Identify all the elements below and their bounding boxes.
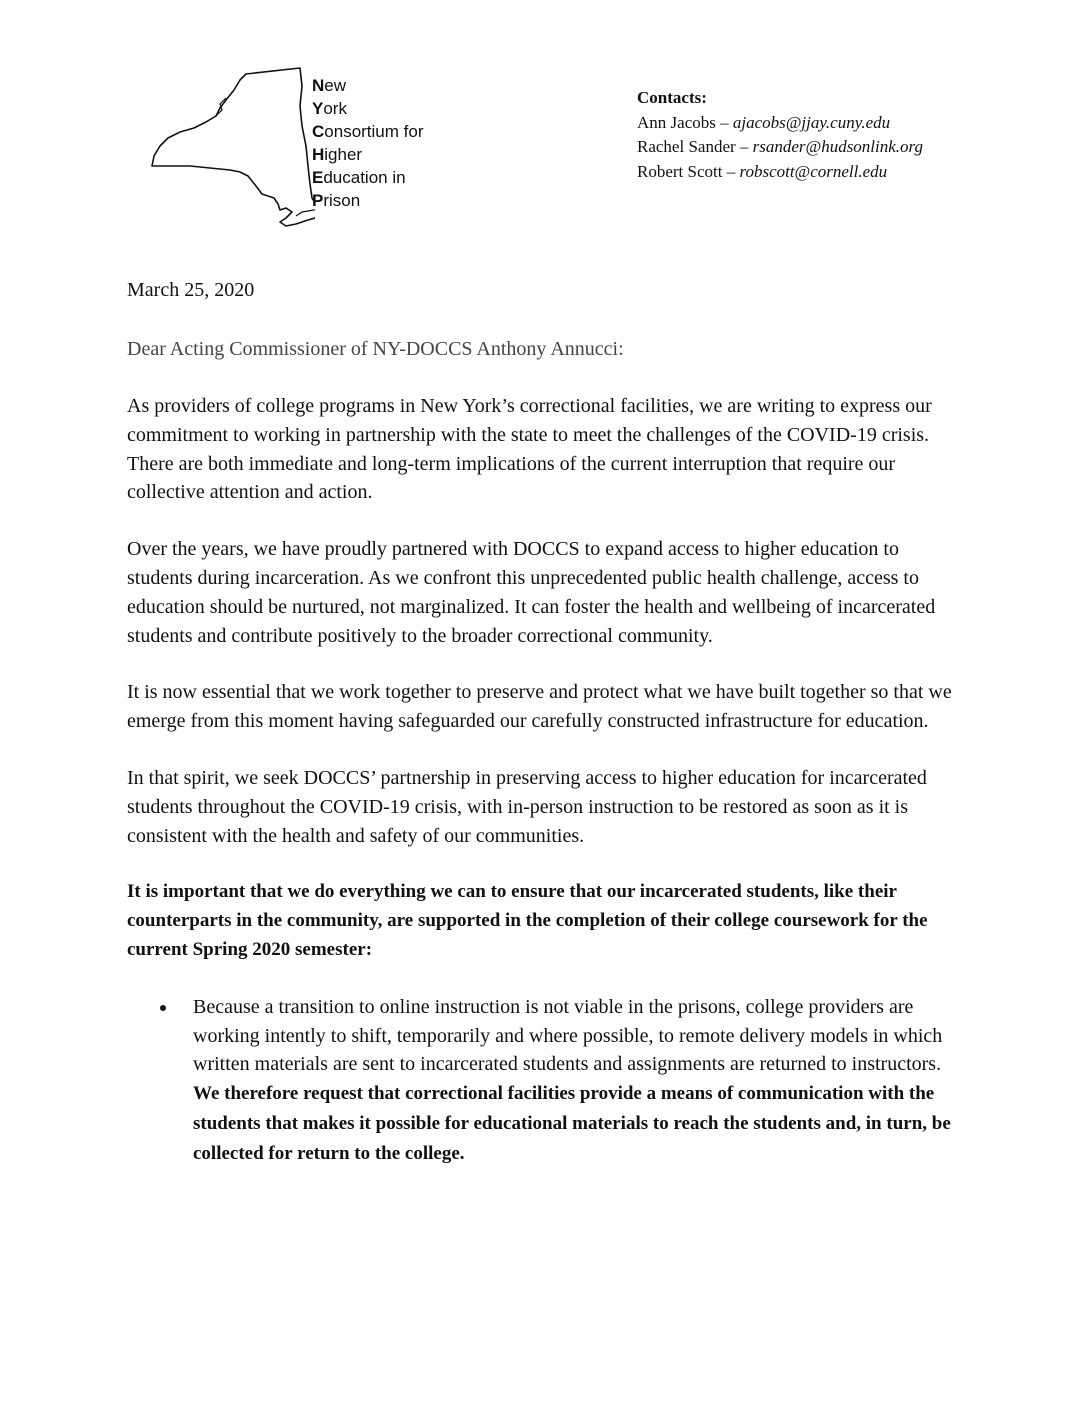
request-list [127, 993, 967, 1169]
new-york-state-outline-icon [150, 66, 315, 231]
logo-line: Consortium for [312, 122, 424, 141]
contact-name: Rachel Sander – [637, 137, 753, 156]
logo-line: York [312, 99, 347, 118]
consortium-name [312, 74, 423, 212]
letter-date: March 25, 2020 [127, 279, 255, 301]
contact-email[interactable]: rsander@hudsonlink.org [752, 137, 924, 156]
contact-email[interactable]: ajacobs@jjay.cuny.edu [732, 112, 891, 132]
contact-line [637, 135, 923, 160]
bullet-request-text: We therefore request that correctional facilities provide a means of communication with the students that makes it possible for educational materials to reach the students and, in turn, be collected for return to the college. [193, 1083, 951, 1164]
contact-line [637, 111, 923, 136]
contact-line [637, 160, 923, 185]
body-paragraph: In that spirit, we seek DOCCS’ partnership in preserving access to higher education for incarcerated students throughout the COVID-19 crisis, with in-person instruction to be restored as soon as it is consistent with the health and safety of our communities. [127, 766, 927, 847]
bullet-text: Because a transition to online instruction is not viable in the prisons, college providers are working intently to shift, temporarily and where possible, to remote delivery models in which written materials are sent to incarcerated students and assignments are returned to instructors. [193, 995, 943, 1076]
letter-salutation: Dear Acting Commissioner of NY-DOCCS Anthony Annucci: [127, 338, 624, 360]
consortium-logo [150, 66, 450, 231]
logo-line: Higher [312, 145, 363, 164]
contacts-title: Contacts: [637, 88, 707, 107]
contact-name: Ann Jacobs – [637, 112, 733, 132]
contact-name: Robert Scott – [637, 161, 740, 181]
list-item [127, 993, 967, 1169]
body-paragraph: As providers of college programs in New York’s correctional facilities, we are writing to express our commitment to working in partnership with the state to meet the challenges of the COVID-19 crisis. There are both immediate and long-term implications of the current interruption that require our collective attention and action. [127, 395, 932, 504]
contacts-block [637, 86, 923, 184]
body-paragraph: Over the years, we have proudly partnered with DOCCS to expand access to higher education to students during incarceration. As we confront this unprecedented public health challenge, access to education should be nurtured, not marginalized. It can foster the health and wellbeing of incarcerated students and contribute positively to the broader correctional community. [127, 538, 936, 647]
bullet-icon [160, 1005, 166, 1011]
logo-line: New [312, 76, 347, 95]
logo-line: Education in [312, 168, 406, 187]
letter-body [127, 392, 967, 1169]
body-paragraph: It is now essential that we work together to preserve and protect what we have built together so that we emerge from this moment having safeguarded our carefully constructed infrastructure for education. [127, 681, 952, 733]
logo-line: Prison [312, 191, 361, 210]
body-paragraph-emphasis: It is important that we do everything we can to ensure that our incarcerated students, like their counterparts in the community, are supported in the completion of their college coursework for the current Spring 2020 semester: [127, 881, 928, 960]
contact-email[interactable]: robscott@cornell.edu [739, 161, 888, 181]
